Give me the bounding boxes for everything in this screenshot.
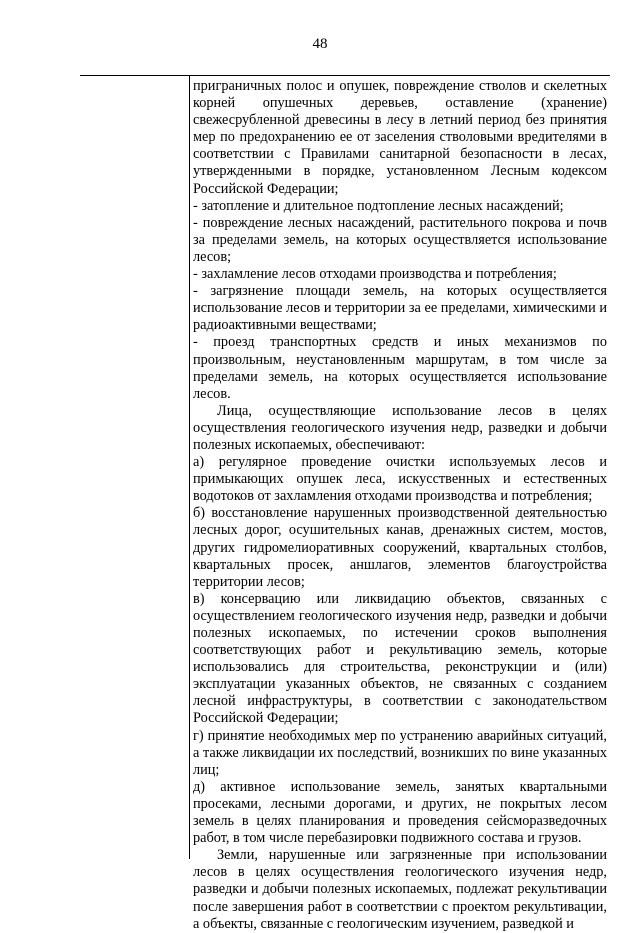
page-number: 48 [312, 36, 328, 52]
paragraph: а) регулярное проведение очистки используемых лесов и примыкающих опушек леса, искусственных и естественных водотоков от захламления отходами производства и потребления; [193, 454, 607, 505]
paragraph: приграничных полос и опушек, повреждение стволов и скелетных корней опушечных деревьев, оставление (хранение) свежесрубленной древесины в лесу в летний период без принятия мер по предохранению ее от заселения стволовыми вредителями в соответствии с Правилами санитарной безопасности в лесах, утвержденными в порядке, установленном Лесным кодексом Российской Федерации; [193, 78, 607, 197]
paragraph: Лица, осуществляющие использование лесов в целях осуществления геологического изучения недр, разведки и добычи полезных ископаемых, обеспечивают: [193, 402, 607, 453]
paragraph: в) консервацию или ликвидацию объектов, связанных с осуществлением геологического изучения недр, разведки и добычи полезных ископаемых, по истечении сроков выполнения соответствующих работ и рекультивацию земель, которые использовались для строительства, реконструкции и (или) эксплуатации указанных объектов, не связанных с созданием лесной инфраструктуры, в соответствии с законодательством Российской Федерации; [193, 590, 607, 727]
paragraph: - проезд транспортных средств и иных механизмов по произвольным, неустановленным маршрутам, в том числе за пределами земель, на которых осуществляется использование лесов. [193, 334, 607, 402]
paragraph: - загрязнение площади земель, на которых осуществляется использование лесов и территории за ее пределами, химическими и радиоактивными веществами; [193, 283, 607, 334]
margin-rule [189, 75, 190, 859]
paragraph: г) принятие необходимых мер по устранению аварийных ситуаций, а также ликвидации их последствий, возникших по вине указанных лиц; [193, 727, 607, 778]
paragraph: - повреждение лесных насаждений, растительного покрова и почв за пределами земель, на которых осуществляется использование лесов; [193, 214, 607, 265]
paragraph: - захламление лесов отходами производства и потребления; [193, 266, 557, 283]
paragraph: д) активное использование земель, занятых квартальными просеками, лесными дорогами, и других, не покрытых лесом земель в целях планирования и проведения сейсморазведочных работ, в том числе перебазировки подвижного состава и грузов. [193, 778, 607, 847]
header-rule [80, 75, 610, 76]
paragraph: - затопление и длительное подтопление лесных насаждений; [193, 197, 564, 214]
paragraph: б) восстановление нарушенных производственной деятельностью лесных дорог, осушительных канав, дренажных систем, мостов, других гидромелиоративных сооружений, квартальных столбов, квартальных просек, аншлагов, элементов благоустройства территории лесов; [193, 505, 607, 590]
document-body [193, 78, 607, 933]
paragraph: Земли, нарушенные или загрязненные при использовании лесов в целях осуществления геологического изучения недр, разведки и добычи полезных ископаемых, подлежат рекультивации после завершения работ в соответствии с проектом рекультивации, а объекты, связанные с геологическим изучением, разведкой и [193, 847, 607, 932]
